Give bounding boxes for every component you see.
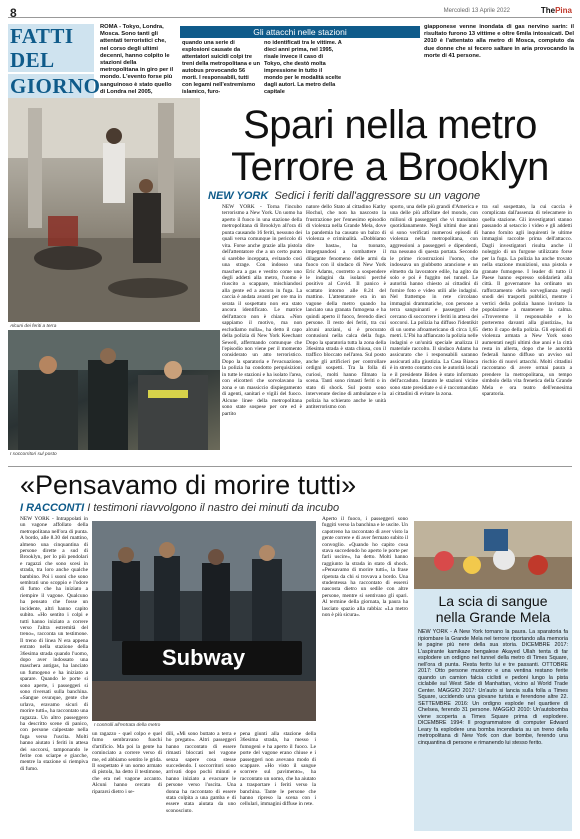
- section-title: [8, 24, 101, 100]
- main-headline-line2: Terrore a Brooklyn: [231, 145, 549, 189]
- photo-main-caption: Alcuni dei feriti a terra: [10, 324, 57, 329]
- divider: [8, 466, 572, 467]
- subheadline-tag: NEW YORK: [208, 190, 269, 202]
- subheadline: [208, 190, 578, 202]
- subheadline-text: Sedici i feriti dall'aggressore su un vagone: [274, 190, 481, 202]
- section-title-line1: FATTI DEL: [8, 24, 94, 72]
- intro-col3: giapponese venne inondata di gas nervino sarin: il risultato furono 13 vittime e oltre 6mila intossicati. Del 2010 è l'attentato alla metro di Mosca, compiuto da due donne che si fecero saltare in aria provocando la morte di 41 persone.: [424, 24, 574, 59]
- photo-subway-entrance: [92, 521, 316, 721]
- article2-col2: un ragazzo - quel colpo e quel fumo sembravano fuochi d'artificio. Ma poi la gente ha cominciato a correre verso di me, ed abbiamo sentito le grida. Il sospettato è un uomo armato di pistola, ha detto il testimone, che era nel vagone accanto. Alcuni hanno cercato di ripararsi dietro i se-: [92, 731, 162, 795]
- main-headline-line1: Spari nella metro: [243, 103, 537, 147]
- subway-sign: Subway: [162, 645, 246, 670]
- photo-rescuers-illustration: [8, 330, 220, 450]
- racconti-text: I testimoni riavvolgono il nastro dei minuti da incubo: [87, 502, 340, 514]
- box-title: [414, 593, 572, 625]
- article1-col3: sporto, una delle più grandi d'America e una delle più affollate del mondo, con milioni di passeggeri che vi transitano quotidianamente. Negli ultimi due anni si sono verificati numerosi episodi di violenza nella metropolitana, con aggressioni a passeggeri e dipendenti, ma nessuno di questa portata. Secondo le prime ricostruzioni l'uomo, che indossava un giubbotto arancione e un elmetto da lavoratore edile, ha agito da solo e poi è fuggito nei tunnel. Le autorità hanno chiesto ai cittadini di fornire foto e video utili alle indagini. Nel frattempo in rete circolano immagini drammatiche, con persone a terra sanguinanti e passeggeri che cercano di soccorrere i feriti in attesa dei soccorsi. La polizia ha diffuso l'identikit di un uomo afroamericano di circa 1,65 metri. L'Fbi ha affiancato la polizia nelle indagini e un'unità speciale analizza il materiale raccolto. Il sindaco Adams ha assicurato che i responsabili saranno assicurati alla giustizia. La Casa Bianca è in stretto contatto con le autorità locali e il presidente Biden è stato informato dell'accaduto. Intanto le stazioni vicine sono state presidiate e si è raccomandato ai cittadini di evitare la zona.: [390, 204, 478, 398]
- box-text: NEW YORK - A New York tornano la paura. La sparatoria fa ripiombare la Grande Mela nel terrore riportando alla memoria le pagine più nere della sua storia. DICEMBRE 2017: L'aspirante kamikaze bengalese Akayed Ullah tenta di far esplodere un ordigno nel tunnel della metro di Times Square, nell'ora di punta. Resta ferito lui e tre passanti. OTTOBRE 2017: Otto persone muoiono e una ventina restano ferite quando un camion falcia ciclisti e pedoni lungo la pista ciclabile sul West Side di Manhattan, vicino al World Trade Center. MAGGIO 2017: Un'auto si lancia sulla folla a Times Square, uccidendo una giovane turista e ferendone altre 22. SETTEMBRE 2016: Un ordigno esplode nel quartiere di Chelsea, ferendo 31 persone. MAGGIO 2010: Un'autobomba viene scoperta a Times Square prima di esplodere. DICEMBRE 1994: Il programmatore di computer Edward Leary fa esplodere una bomba incendiaria su un treno della metropolitana di New York con due bombe, ferendo una cinquantina di persone e rimanendo lui stesso ferito.: [418, 629, 568, 746]
- article1-col4: tra sul sospettato, la cui caccia è complicata dall'assenza di telecamere in quella stazione. Gli investigatori stanno passando al setaccio i video e gli addetti hanno fornito agli inquirenti le ultime immagini raccolte prima dell'attacco. Dagli investigatori risulta anche il noleggio di un furgone utilizzato forse per la fuga. La polizia ha anche trovato nella stazione munizioni, una pistola e granate fumogene. I leader di tutto il Paese hanno espresso solidarietà alla città. Il governatore ha ordinato un rafforzamento della sorveglianza negli snodi dei trasporti pubblici, mentre i vertici della polizia hanno invitato la popolazione a mantenere la calma. «Troveremo il responsabile e lo porteremo davanti alla giustizia», ha detto il capo della polizia. Gli episodi di violenza armata a New York sono aumentati negli ultimi due anni e la città resta in allerta, dopo che le autorità federali hanno diffuso un avviso sul rischio di nuovi attacchi. Molti cittadini raccontano di avere ormai paura a prendere la metropolitana, un tempo simbolo della vita frenetica della Grande Mela e ora teatro dell'ennesima sparatoria.: [482, 204, 572, 398]
- intro-col2: no identificati tra le vittime. A dieci anni prima, nel 1995, risale invece il caso di Tokyo, che destò molta impressione in tutto il mondo per le modalità scelte dagli autori. La metro della capitale: [264, 40, 342, 95]
- second-headline: «Pensavamo di morire tutti»: [20, 470, 357, 500]
- page-header: [8, 6, 572, 18]
- section-title-line2: GIORNO: [10, 74, 101, 98]
- racconti-subhead: [20, 502, 339, 514]
- article2-col4: pena giunti alla stazione della 36esima strada, ha messo i fumogeni e ha aperto il fuoco. Le porte del vagone erano chiuse e i passeggeri non avevano modo di scappare. «Ho visto il sangue scorrere sul pavimento», ha raccontato un uomo, che ha aiutato a trasportare i feriti verso la banchina. Tante le persone che hanno ripreso la scena con i cellulari, immagini diffuse in rete.: [240, 731, 316, 808]
- issue-date: Mercoledì 13 Aprile 2022: [443, 8, 510, 14]
- photo-injured-illustration: [8, 98, 200, 322]
- main-headline: [208, 104, 572, 188]
- article1-col2: natore dello Stato al cittadino Kathy Hochul, che non ha nascosto la frustrazione per l'ennesimo episodio di violenza nella Grande Mela, dove la pandemia ha causato un balzo di violenza e criminalità. «Dobbiamo dire basta», ha tuonato, impegnandosi a combattere il dilagante fenomeno delle armi da fuoco con il sindaco di New York Eric Adams, costretto a sospendere le indagini da isolarsi perché positivo al Covid. Il panico è scattato intorno alle 8.24 del mattino. L'attentatore era in un vagone della metro quando ha lanciato una granata fumogena e ha quindi aperto il fuoco, ferendo dieci persone. Il resto dei feriti, tra cui alcuni anziani, si è procurato contusioni nella calca della fuga. Dopo la sparatoria tutta la zona della 36esima strada è stata chiusa, con il traffico bloccato nell'area. Sul posto anche gli artificieri per controllare ordigni sospetti. Tra la folla di curiosi, molti hanno filmato la scena. Tanti sono rimasti feriti o in stato di shock. Sul posto sono intervenute decine di ambulanze e la polizia ha schierato anche le unità antiterrorismo con: [306, 204, 386, 411]
- photo3-caption: I controlli all'entrata della metro: [94, 723, 161, 728]
- box-title-line1: La scia di sangue: [438, 593, 548, 609]
- page-number: 8: [10, 6, 17, 20]
- newspaper-logo: ThePina: [540, 6, 572, 15]
- photo2-caption: I soccorritori sul posto: [10, 452, 57, 457]
- photo-subway-illustration: [92, 521, 316, 721]
- sidebar-box: [414, 521, 572, 831]
- article1-col1: NEW YORK - Torna l'incubo terrorismo a New York. Un uomo ha aperto il fuoco in una stazione della metropolitana di Brooklyn all'ora di punta causando 16 feriti, nessuno dei quali versa comunque in pericolo di vita. Forse anche grazie alla pistola dell'attentatore che a un certo punto si sarebbe inceppata, evitando così una strage. Con indosso una maschera a gas e vestito come uno degli addetti alla metro, l'uomo è riuscito a scappare, mischiandosi alla gente ed a ancora in fuga. La caccia è andata avanti per ore ma in serata il sospettato non era stato ancora identificato. Le matrice dell'attacco non è chiara. «Non sappiamo il motivo, ma non escludiamo nulla», ha detto il capo della polizia di New York Keechant Sewell, affermando comunque che l'episodio non viene per il momento considerato un atto terroristico. Dopo la sparatoria e l'evacuazione, la polizia ha condotto perquisizioni in tutte le stazioni e ha isolato l'area, con elicotteri che sorvolavano la zona e un massiccio dispiegamento di agenti, sanitari e vigili del fuoco. Alcune linee della metropolitana sono state sospese per ore ed è partito: [222, 204, 302, 417]
- article2-col5: Aperto il fuoco, i passeggeri sono fuggiti verso la banchina e le uscite. Un capotreno ha raccontato di aver visto la gente correre e di aver fermato subito il convoglio. «Quando ho capito cosa stava succedendo ho aperto le porte per farli uscire», ha detto. Molti hanno raggiunto la strada in stato di shock. «Pensavamo di morire tutti», la frase ripetuta da chi si trovava a bordo. Una studentessa ha raccontato di essersi nascosta dietro un sedile con altre persone, mentre si sentivano gli spari. Al termine della giornata, la paura ha lasciato spazio alla rabbia: «La metro non è più sicura».: [322, 516, 408, 619]
- racconti-tag: I RACCONTI: [20, 502, 85, 514]
- article2-col1: NEW YORK - Intrappolati in un vagone affollato della metropolitana nell'ora di punta. A bordo, alle 8.30 del mattino, almeno una cinquantina di persone dirette a sud di Brooklyn, per lo più pendolari e ragazzi che sono scesi in strada, tra loro anche qualche bambino. Poi i suoni che sono sembrati uno scoppio e l'odore di fumo che ha iniziato a riempire il vagone. Qualcuno ha pensato che fosse un incidente, altri hanno capito subito. «Ho sentito i colpi e tutti hanno iniziato a correre verso l'altra estremità del treno», racconta un testimone. Il treno di linea N era appena entrato nella stazione della 36esima strada quando l'uomo, dopo aver indossato una maschera antigas, ha lanciato un fumogeno e ha iniziato a sparare. Quando le porte si sono aperte, i passeggeri si sono riversati sulla banchina. «Sangue ovunque, gente che urlava, eravamo sicuri di morire tutti», ha raccontato una ragazza. Un altro passeggero ha descritto scene di panico, con persone calpestate nella fuga verso l'uscita. Molti hanno aiutato i feriti in attesa dei soccorsi, tamponando le ferite con sciarpe e giacche, mentre la stazione si riempiva di fumo.: [20, 516, 88, 772]
- box-title-line2: nella Grande Mela: [435, 609, 551, 625]
- box-photo-flowers: [414, 521, 572, 589]
- intro-heading: Gli attacchi nelle stazioni: [180, 26, 420, 38]
- photo-injured-platform: [8, 98, 200, 322]
- photo-rescuers: [8, 330, 220, 450]
- intro-col1: quando una serie di esplosioni causate da attentatori suicidi colpì tre treni della metropolitana e un autobus provocando 56 morti. I responsabili, tutti con legami nell'estremismo islamico, furo-: [182, 40, 261, 95]
- box-photo-illustration: [414, 521, 572, 589]
- intro-roma: ROMA - Tokyo, Londra, Mosca. Sono tanti gli attentati terroristici che, nel corso degli ultimi decenni, hanno colpito le stazioni della metropolitana in giro per il mondo. L'evento forse più sanguinoso è stato quello di Londra nel 2005,: [100, 24, 174, 95]
- article2-col3: dili, «Mi sono buttato a terra e ho pregato». Altri passeggeri hanno raccontato di essere rimasti bloccati nel vagone senza sapere cosa stesse succedendo. I soccorritori sono arrivati dopo pochi minuti e hanno iniziato a evacuare le persone verso l'uscita. Una donna ha raccontato di essere stata colpita a una gamba e di essere stata aiutata da uno sconosciuto.: [166, 731, 236, 814]
